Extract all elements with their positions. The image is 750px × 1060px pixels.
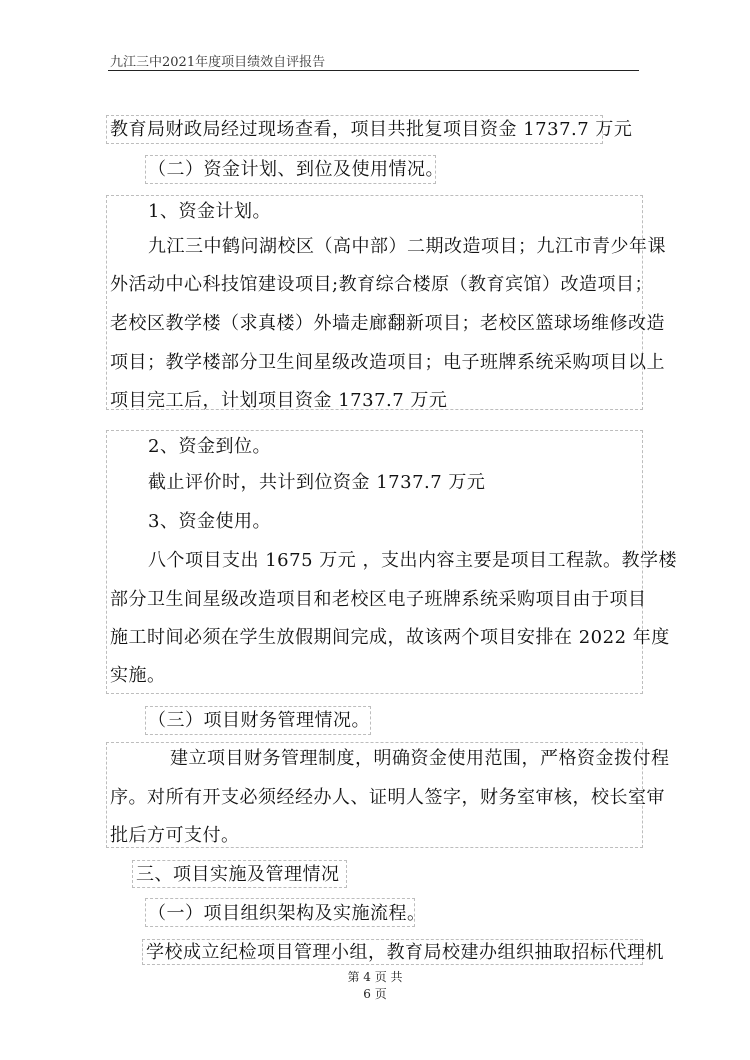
paragraph-usage-line-3: 施工时间必须在学生放假期间完成，故该两个项目安排在 2022 年度 <box>110 627 670 648</box>
paragraph-plan-line-1: 九江三中鹤问湖校区（高中部）二期改造项目；九江市青少年课 <box>148 236 666 257</box>
paragraph-organization: 学校成立纪检项目管理小组，教育局校建办组织抽取招标代理机 <box>146 942 664 963</box>
header-rule <box>108 70 639 71</box>
heading-section-3: 三、项目实施及管理情况 <box>136 864 340 885</box>
subheading-usage: 3、资金使用。 <box>148 511 271 532</box>
heading-funding-plan: （二）资金计划、到位及使用情况。 <box>148 159 444 180</box>
heading-finance-management: （三）项目财务管理情况。 <box>148 710 370 731</box>
paragraph-finance-line-3: 批后方可支付。 <box>110 825 240 846</box>
heading-organization: （一）项目组织架构及实施流程。 <box>148 903 426 924</box>
paragraph-usage-line-2: 部分卫生间星级改造项目和老校区电子班牌系统采购项目由于项目 <box>110 589 647 610</box>
box-p1 <box>106 195 666 410</box>
paragraph-funding-approval: 教育局财政局经过现场查看，项目共批复项目资金 1737.7 万元 <box>110 119 633 140</box>
paragraph-finance-line-2: 序。对所有开支必须经经办人、证明人签字，财务室审核，校长室审 <box>110 787 665 808</box>
subheading-plan: 1、资金计划。 <box>148 201 271 222</box>
page-number-line-2: 6 页 <box>363 987 387 1001</box>
subheading-arrival: 2、资金到位。 <box>148 436 271 457</box>
header-title: 九江三中2021年度项目绩效自评报告 <box>110 55 326 70</box>
paragraph-plan-line-2: 外活动中心科技馆建设项目;教育综合楼原（教育宾馆）改造项目； <box>110 274 654 295</box>
paragraph-finance-line-1: 建立项目财务管理制度，明确资金使用范围，严格资金拨付程 <box>170 748 670 769</box>
page-number-line-1: 第 4 页 共 <box>347 970 403 984</box>
paragraph-arrival: 截止评价时，共计到位资金 1737.7 万元 <box>148 472 486 493</box>
paragraph-plan-line-5: 项目完工后，计划项目资金 1737.7 万元 <box>110 390 448 411</box>
paragraph-usage-line-1: 八个项目支出 1675 万元 ，支出内容主要是项目工程款。教学楼 <box>148 550 677 571</box>
paragraph-plan-line-4: 项目；教学楼部分卫生间星级改造项目；电子班牌系统采购项目以上 <box>110 352 665 373</box>
paragraph-plan-line-3: 老校区教学楼（求真楼）外墙走廊翻新项目；老校区篮球场维修改造 <box>110 313 665 334</box>
paragraph-usage-line-4: 实施。 <box>110 665 166 686</box>
